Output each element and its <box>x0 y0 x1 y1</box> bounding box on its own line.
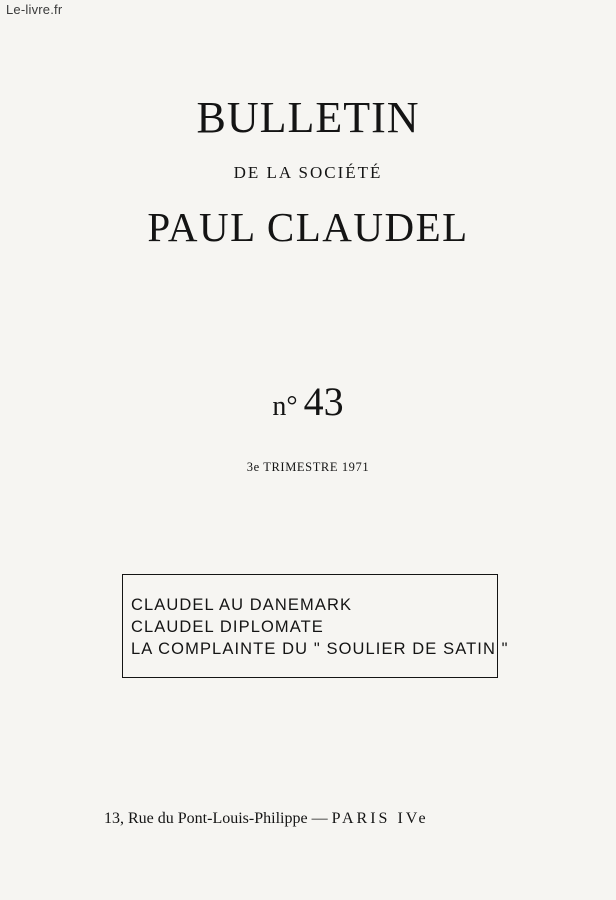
issue-prefix: n° <box>272 391 298 422</box>
bulletin-subtitle: DE LA SOCIÉTÉ <box>233 163 383 182</box>
address-separator: — <box>311 810 328 827</box>
society-name: PAUL CLAUDEL <box>147 204 469 250</box>
contents-box <box>122 574 509 678</box>
issue-value: 43 <box>303 379 344 424</box>
issue-quarter: 3e TRIMESTRE 1971 <box>246 460 370 474</box>
contents-item: CLAUDEL AU DANEMARK <box>131 596 353 614</box>
contents-item: CLAUDEL DIPLOMATE <box>131 618 324 636</box>
bulletin-title: BULLETIN <box>196 93 420 142</box>
publisher-address <box>104 811 429 827</box>
watermark-text: Le-livre.fr <box>6 2 63 17</box>
address-street: 13, Rue du Pont-Louis-Philippe <box>104 810 308 827</box>
issue-number <box>0 379 616 424</box>
address-city: PARIS IVe <box>331 810 429 827</box>
contents-item: LA COMPLAINTE DU " SOULIER DE SATIN " <box>131 640 509 658</box>
